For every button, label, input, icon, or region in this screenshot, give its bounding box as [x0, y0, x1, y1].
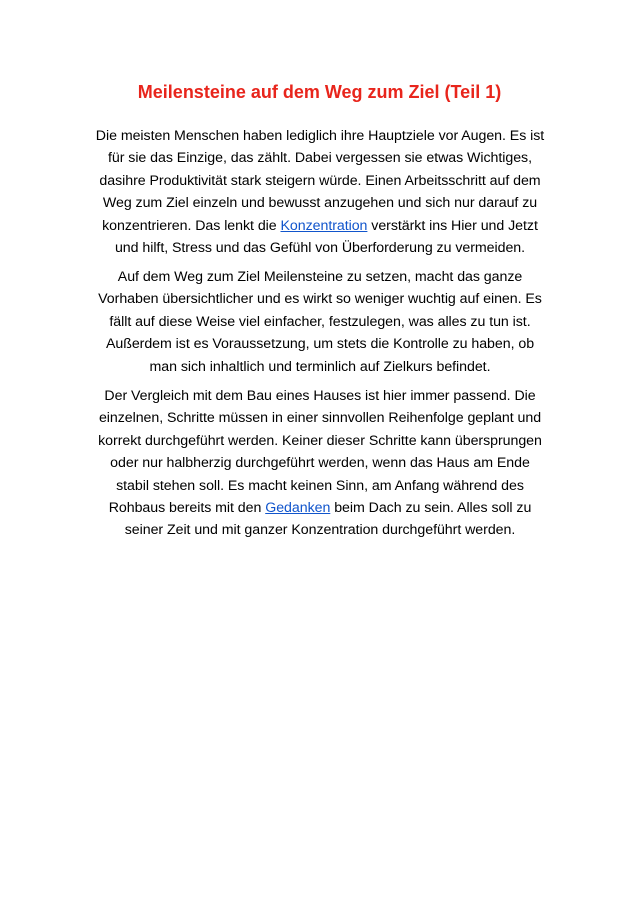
- paragraph-1-line-2: für sie das Einzige, das zählt. Dabei vergessen sie etwas Wichtiges,: [107, 150, 532, 167]
- paragraph-2: [70, 266, 570, 378]
- konzentration-link[interactable]: Konzentration: [280, 217, 368, 234]
- paragraph-3-line-2: einzelnen, Schritte müssen in einer sinnvollen Reihenfolge geplant und: [98, 410, 542, 427]
- paragraph-1-line-4: Weg zum Ziel einzeln und bewusst anzugehen und sich nur darauf zu: [102, 195, 538, 212]
- paragraph-3: [70, 385, 570, 542]
- paragraph-3-line-1: Der Vergleich mit dem Bau eines Hauses ist hier immer passend. Die: [104, 388, 536, 404]
- paragraph-2-line-2: Vorhaben übersichtlicher und es wirkt so weniger wuchtig auf einen. Es: [98, 291, 542, 308]
- paragraph-2-line-3: fällt auf diese Weise viel einfacher, festzulegen, was alles zu tun ist.: [109, 313, 531, 330]
- paragraph-3-line-6-text-before: Rohbaus bereits mit den: [108, 500, 266, 517]
- paragraph-1: [70, 125, 570, 259]
- paragraph-2-line-1: Auf dem Weg zum Ziel Meilensteine zu setzen, macht das ganze: [117, 269, 523, 285]
- paragraph-3-line-5: stabil stehen soll. Es macht keinen Sinn, am Anfang während des: [116, 477, 524, 494]
- paragraph-3-line-6: [70, 497, 570, 519]
- page-title: Meilensteine auf dem Weg zum Ziel (Teil 1): [137, 82, 502, 102]
- paragraph-1-line-5-text-after: verstärkt ins Hier und Jetzt: [367, 217, 538, 234]
- paragraph-1-line-3: dasihre Produktivität stark steigern würde. Einen Arbeitsschritt auf dem: [99, 172, 541, 189]
- paragraph-1-line-5-text-before: konzentrieren. Das lenkt die: [102, 217, 281, 234]
- paragraph-1-line-5: [70, 215, 570, 237]
- paragraph-3-line-3: korrekt durchgeführt werden. Keiner dieser Schritte kann übersprungen: [98, 432, 542, 449]
- paragraph-1-line-6: und hilft, Stress und das Gefühl von Überforderung zu vermeiden.: [114, 240, 526, 257]
- paragraph-2-line-4: Außerdem ist es Voraussetzung, um stets die Kontrolle zu haben, ob: [105, 336, 535, 353]
- paragraph-1-line-1: Die meisten Menschen haben lediglich ihre Hauptziele vor Augen. Es ist: [95, 128, 545, 144]
- paragraph-3-line-7: seiner Zeit und mit ganzer Konzentration durchgeführt werden.: [124, 522, 516, 539]
- paragraph-3-line-4: oder nur halbherzig durchgeführt werden, wenn das Haus am Ende: [110, 455, 530, 472]
- paragraph-2-line-5: man sich inhaltlich und terminlich auf Zielkurs befindet.: [149, 358, 491, 375]
- gedanken-link[interactable]: Gedanken: [265, 500, 331, 517]
- paragraph-3-line-6-text-after: beim Dach zu sein. Alles soll zu: [330, 500, 532, 517]
